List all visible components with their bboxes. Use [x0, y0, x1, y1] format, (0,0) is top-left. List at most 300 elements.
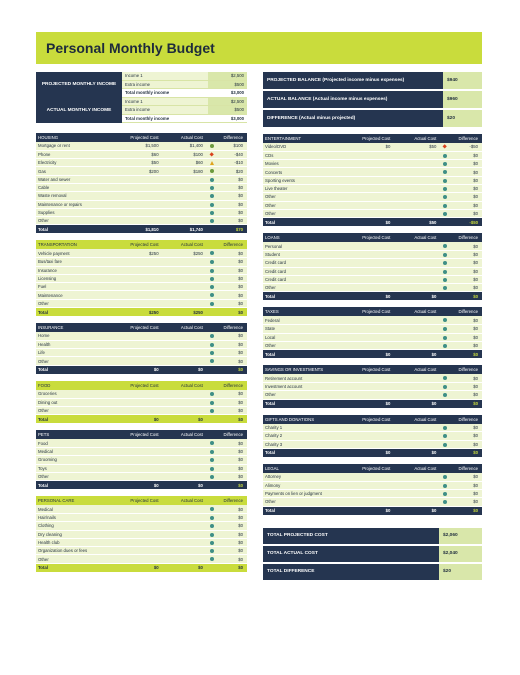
actual-cell[interactable] [163, 464, 207, 472]
projected-cell[interactable]: $0 [342, 143, 395, 151]
item-cell[interactable]: Investment account [263, 382, 342, 390]
projected-cell[interactable] [112, 291, 163, 299]
actual-income-block [36, 98, 247, 124]
table-header [36, 323, 247, 332]
difference-value: $0 [473, 334, 478, 340]
actual-cell[interactable]: $50 [394, 143, 440, 151]
total-difference: $0 [440, 350, 482, 359]
projected-cell[interactable] [112, 274, 163, 282]
projected-cell[interactable] [112, 349, 163, 357]
item-cell[interactable]: Maintenance or repairs [36, 200, 112, 208]
actual-cell[interactable] [163, 283, 207, 291]
actual-cell[interactable] [394, 374, 440, 382]
summary-label: TOTAL ACTUAL COST [263, 546, 439, 562]
total-label: Total [36, 365, 112, 374]
actual-header: Actual Cost [163, 496, 207, 505]
status-indicator-icon [210, 507, 214, 511]
projected-cell[interactable] [342, 440, 395, 448]
total-row [263, 350, 482, 359]
status-indicator-icon [443, 162, 447, 166]
projected-cell[interactable] [342, 481, 395, 489]
item-cell[interactable]: Other [263, 201, 342, 209]
total-actual: $0 [163, 563, 207, 572]
actual-cell[interactable] [163, 208, 207, 216]
actual-cell[interactable] [163, 530, 207, 538]
difference-cell [440, 424, 482, 432]
projected-cell[interactable] [342, 250, 395, 258]
actual-cell[interactable] [163, 505, 207, 513]
projected-cell[interactable] [112, 390, 163, 398]
section-title: SAVINGS OR INVESTMENTS [263, 365, 342, 374]
balance-label: PROJECTED BALANCE (Projected income minus expenses) [263, 72, 443, 89]
balance-value: $960 [443, 91, 482, 108]
item-cell[interactable]: Water and sewer [36, 175, 112, 183]
difference-cell [440, 143, 482, 151]
item-cell[interactable]: Gas [36, 167, 112, 175]
projected-cell[interactable] [112, 522, 163, 530]
item-cell[interactable]: Vehicle payment [36, 249, 112, 257]
projected-cell[interactable] [342, 267, 395, 275]
loans-table [263, 233, 482, 301]
total-projected: $0 [112, 415, 163, 424]
difference-cell [207, 192, 247, 200]
projected-cell[interactable] [112, 175, 163, 183]
actual-header: Actual Cost [163, 323, 207, 332]
item-cell[interactable]: Home [36, 332, 112, 340]
item-cell[interactable]: Video/DVD [263, 143, 342, 151]
actual-cell[interactable] [394, 440, 440, 448]
projected-cell[interactable] [342, 325, 395, 333]
actual-cell[interactable]: $180 [163, 167, 207, 175]
difference-value: $0 [238, 350, 243, 356]
item-cell[interactable]: Personal [263, 242, 342, 250]
projected-cell[interactable] [112, 266, 163, 274]
item-cell[interactable]: Credit card [263, 275, 342, 283]
difference-header: Difference [207, 496, 247, 505]
item-cell[interactable]: Attorney [263, 473, 342, 481]
projected-cell[interactable] [342, 490, 395, 498]
item-cell[interactable]: Electricity [36, 159, 112, 167]
projected-cell[interactable] [342, 424, 395, 432]
actual-cell[interactable] [163, 439, 207, 447]
projected-cell[interactable] [112, 340, 163, 348]
food-table [36, 381, 247, 424]
projected-cell[interactable] [342, 160, 395, 168]
actual-cell[interactable] [394, 498, 440, 506]
projected-cell[interactable] [112, 183, 163, 191]
item-cell[interactable]: Other [36, 299, 112, 307]
item-cell[interactable]: Insurance [36, 266, 112, 274]
table-row [36, 183, 247, 191]
projected-cell[interactable] [112, 472, 163, 480]
actual-cell[interactable] [394, 151, 440, 159]
actual-cell[interactable] [394, 242, 440, 250]
projected-cell[interactable] [342, 259, 395, 267]
item-cell[interactable]: Other [36, 472, 112, 480]
projected-cell[interactable] [112, 258, 163, 266]
projected-cell[interactable] [342, 316, 395, 324]
difference-value: $0 [473, 499, 478, 505]
item-cell[interactable]: Charity 1 [263, 424, 342, 432]
actual-cell[interactable] [163, 299, 207, 307]
projected-cell[interactable] [112, 283, 163, 291]
actual-cell[interactable] [163, 258, 207, 266]
actual-cell[interactable] [163, 274, 207, 282]
actual-cell[interactable] [394, 284, 440, 292]
income-name[interactable]: Income 1 [122, 98, 208, 107]
projected-cell[interactable] [112, 530, 163, 538]
section-title: PERSONAL CARE [36, 496, 112, 505]
projected-cell[interactable]: $60 [112, 150, 163, 158]
item-cell[interactable]: Other [263, 209, 342, 217]
actual-cell[interactable] [394, 391, 440, 399]
projected-cell[interactable] [342, 498, 395, 506]
actual-cell[interactable] [394, 341, 440, 349]
actual-cell[interactable] [163, 390, 207, 398]
actual-cell[interactable] [163, 332, 207, 340]
projected-cell[interactable]: $1,500 [112, 142, 163, 150]
actual-cell[interactable] [163, 538, 207, 546]
table-row [263, 333, 482, 341]
projected-cell[interactable]: $50 [112, 159, 163, 167]
actual-cell[interactable] [163, 456, 207, 464]
total-actual: $0 [163, 481, 207, 490]
item-cell[interactable]: Other [263, 341, 342, 349]
difference-cell [207, 547, 247, 555]
item-cell[interactable]: Credit card [263, 267, 342, 275]
projected-cell[interactable] [112, 398, 163, 406]
projected-cell[interactable] [112, 464, 163, 472]
projected-cell[interactable] [342, 168, 395, 176]
actual-cell[interactable] [394, 201, 440, 209]
actual-cell[interactable]: $60 [163, 159, 207, 167]
item-cell[interactable]: Other [36, 217, 112, 225]
item-cell[interactable]: Clothing [36, 522, 112, 530]
projected-cell[interactable] [342, 242, 395, 250]
status-indicator-icon [210, 269, 214, 273]
item-cell[interactable]: Bus/taxi fare [36, 258, 112, 266]
actual-cell[interactable] [163, 406, 207, 414]
item-cell[interactable]: Food [36, 439, 112, 447]
projected-cell[interactable] [112, 406, 163, 414]
actual-cell[interactable] [394, 333, 440, 341]
actual-cell[interactable] [394, 382, 440, 390]
actual-cell[interactable] [163, 357, 207, 365]
difference-value: $100 [233, 143, 243, 149]
difference-cell [440, 168, 482, 176]
item-cell[interactable]: Health club [36, 538, 112, 546]
projected-cell[interactable] [342, 341, 395, 349]
actual-cell[interactable] [394, 168, 440, 176]
difference-value: $0 [238, 457, 243, 463]
actual-cell[interactable]: $100 [163, 150, 207, 158]
table-header [36, 133, 247, 142]
item-cell[interactable]: Local [263, 333, 342, 341]
item-cell[interactable]: Supplies [36, 208, 112, 216]
status-indicator-icon [443, 145, 448, 150]
projected-cell[interactable] [342, 284, 395, 292]
table-row [263, 432, 482, 440]
projected-cell[interactable] [112, 357, 163, 365]
item-cell[interactable]: Student [263, 250, 342, 258]
total-label: Total [36, 481, 112, 490]
table-row [36, 249, 247, 257]
actual-cell[interactable] [163, 266, 207, 274]
item-cell[interactable]: Medical [36, 447, 112, 455]
table-row [263, 473, 482, 481]
status-indicator-icon [210, 409, 214, 413]
projected-cell[interactable] [112, 208, 163, 216]
item-cell[interactable]: Alimony [263, 481, 342, 489]
table-row [36, 258, 247, 266]
projected-cell[interactable] [342, 382, 395, 390]
actual-cell[interactable]: $1,400 [163, 142, 207, 150]
item-cell[interactable]: Dry cleaning [36, 530, 112, 538]
item-cell[interactable]: Concerts [263, 168, 342, 176]
projected-cell[interactable] [342, 374, 395, 382]
item-cell[interactable]: Payments on lien or judgment [263, 490, 342, 498]
projected-cell[interactable] [112, 555, 163, 563]
item-cell[interactable]: Health [36, 340, 112, 348]
item-cell[interactable]: Hair/nails [36, 513, 112, 521]
projected-cell[interactable] [112, 192, 163, 200]
item-cell[interactable]: Retirement account [263, 374, 342, 382]
table-row [36, 142, 247, 150]
item-cell[interactable]: Medical [36, 505, 112, 513]
difference-cell [440, 242, 482, 250]
actual-cell[interactable] [163, 555, 207, 563]
actual-cell[interactable] [394, 193, 440, 201]
item-cell[interactable]: Live theater [263, 184, 342, 192]
item-cell[interactable]: Other [36, 555, 112, 563]
item-cell[interactable]: Mortgage or rent [36, 142, 112, 150]
actual-cell[interactable] [394, 275, 440, 283]
actual-cell[interactable] [163, 398, 207, 406]
item-cell[interactable]: Other [263, 193, 342, 201]
difference-cell [440, 316, 482, 324]
actual-cell[interactable] [394, 325, 440, 333]
difference-value: $0 [238, 358, 243, 364]
item-cell[interactable]: Movies [263, 160, 342, 168]
total-actual: $0 [394, 292, 440, 301]
item-cell[interactable]: Life [36, 349, 112, 357]
difference-value: $0 [238, 473, 243, 479]
projected-cell[interactable] [342, 333, 395, 341]
difference-cell [207, 357, 247, 365]
item-cell[interactable]: Waste removal [36, 192, 112, 200]
item-cell[interactable]: Charity 2 [263, 432, 342, 440]
item-cell[interactable]: Dining out [36, 398, 112, 406]
actual-cell[interactable] [163, 200, 207, 208]
difference-value: $0 [473, 474, 478, 480]
income-value[interactable]: $2,500 [208, 98, 247, 107]
summary-value: $20 [439, 564, 482, 580]
status-indicator-icon [443, 278, 447, 282]
status-indicator-icon [210, 557, 214, 561]
table-row [263, 498, 482, 506]
actual-cell[interactable] [163, 447, 207, 455]
total-projected: $0 [342, 292, 395, 301]
actual-cell[interactable] [163, 340, 207, 348]
actual-cell[interactable] [394, 473, 440, 481]
projected-cell[interactable] [342, 391, 395, 399]
actual-cell[interactable] [163, 217, 207, 225]
status-indicator-icon [210, 277, 214, 281]
difference-cell [440, 382, 482, 390]
item-cell[interactable]: Credit card [263, 259, 342, 267]
difference-cell [207, 530, 247, 538]
projected-cell[interactable] [112, 547, 163, 555]
total-actual: $0 [394, 399, 440, 408]
income-name[interactable]: Extra income [122, 81, 208, 90]
item-cell[interactable]: Other [36, 406, 112, 414]
status-indicator-icon [210, 293, 214, 297]
projected-cell[interactable] [342, 151, 395, 159]
projected-cell[interactable] [112, 538, 163, 546]
table-row [263, 325, 482, 333]
table-row [263, 275, 482, 283]
difference-cell [207, 522, 247, 530]
total-label: Total [36, 308, 112, 317]
item-cell[interactable]: Other [263, 284, 342, 292]
table-row [263, 176, 482, 184]
actual-cell[interactable] [163, 349, 207, 357]
actual-cell[interactable] [394, 160, 440, 168]
item-cell[interactable]: Maintenance [36, 291, 112, 299]
table-header [263, 307, 482, 316]
status-indicator-icon [210, 285, 214, 289]
difference-value: $0 [238, 218, 243, 224]
item-cell[interactable]: Cable [36, 183, 112, 191]
income-value[interactable]: $500 [208, 81, 247, 90]
item-cell[interactable]: Licensing [36, 274, 112, 282]
actual-cell[interactable] [394, 176, 440, 184]
item-cell[interactable]: Charity 3 [263, 440, 342, 448]
item-cell[interactable]: Sporting events [263, 176, 342, 184]
actual-cell[interactable] [394, 209, 440, 217]
actual-cell[interactable] [394, 432, 440, 440]
projected-cell[interactable] [342, 184, 395, 192]
actual-cell[interactable] [163, 183, 207, 191]
actual-cell[interactable] [394, 481, 440, 489]
item-cell[interactable]: CDs [263, 151, 342, 159]
actual-cell[interactable] [163, 522, 207, 530]
status-indicator-icon [210, 219, 214, 223]
projected-cell[interactable] [112, 513, 163, 521]
item-cell[interactable]: Federal [263, 316, 342, 324]
item-cell[interactable]: Groceries [36, 390, 112, 398]
table-row [36, 349, 247, 357]
projected-cell[interactable] [342, 473, 395, 481]
difference-value: $0 [473, 392, 478, 398]
item-cell[interactable]: State [263, 325, 342, 333]
actual-cell[interactable] [163, 175, 207, 183]
actual-cell[interactable] [163, 547, 207, 555]
difference-value: $0 [473, 177, 478, 183]
legal-table [263, 464, 482, 516]
projected-cell[interactable] [112, 200, 163, 208]
item-cell[interactable]: Other [263, 498, 342, 506]
total-projected: $0 [342, 448, 395, 457]
income-value[interactable]: $2,500 [208, 72, 247, 81]
item-cell[interactable]: Organization dues or fees [36, 547, 112, 555]
actual-cell[interactable] [394, 259, 440, 267]
item-cell[interactable]: Toys [36, 464, 112, 472]
total-row [36, 481, 247, 490]
item-cell[interactable]: Other [36, 357, 112, 365]
projected-cell[interactable] [112, 505, 163, 513]
status-indicator-icon [443, 344, 447, 348]
difference-cell [440, 259, 482, 267]
actual-cell[interactable] [163, 513, 207, 521]
projected-cell[interactable] [342, 201, 395, 209]
item-cell[interactable]: Grooming [36, 456, 112, 464]
difference-value: $0 [238, 539, 243, 545]
actual-cell[interactable] [163, 192, 207, 200]
actual-cell[interactable] [394, 250, 440, 258]
projected-cell[interactable]: $250 [112, 249, 163, 257]
item-cell[interactable]: Other [263, 391, 342, 399]
projected-cell[interactable] [112, 217, 163, 225]
status-indicator-icon [210, 260, 214, 264]
projected-cell[interactable] [112, 299, 163, 307]
total-difference: $0 [440, 506, 482, 515]
item-cell[interactable]: Fuel [36, 283, 112, 291]
projected-cell[interactable] [342, 176, 395, 184]
table-row [36, 208, 247, 216]
actual-cell[interactable]: $250 [163, 249, 207, 257]
projected-cell[interactable] [112, 447, 163, 455]
income-name[interactable]: Extra income [122, 106, 208, 115]
taxes-table [263, 307, 482, 359]
actual-cell[interactable] [394, 316, 440, 324]
difference-cell [440, 490, 482, 498]
projected-cell[interactable] [112, 456, 163, 464]
projected-cell[interactable] [342, 193, 395, 201]
actual-cell[interactable] [394, 267, 440, 275]
projected-header: Projected Cost [342, 307, 395, 316]
table-row [36, 357, 247, 365]
actual-header: Actual Cost [163, 381, 207, 390]
projected-cell[interactable] [112, 332, 163, 340]
total-label: Total [263, 350, 342, 359]
projected-cell[interactable] [342, 209, 395, 217]
income-value[interactable]: $500 [208, 106, 247, 115]
income-name[interactable]: Income 1 [122, 72, 208, 81]
actual-cell[interactable] [163, 472, 207, 480]
item-cell[interactable]: Phone [36, 150, 112, 158]
difference-cell [207, 472, 247, 480]
projected-cell[interactable]: $200 [112, 167, 163, 175]
actual-cell[interactable] [394, 490, 440, 498]
status-indicator-icon [210, 211, 214, 215]
actual-cell[interactable] [394, 184, 440, 192]
section-title: FOOD [36, 381, 112, 390]
projected-cell[interactable] [342, 275, 395, 283]
table-header [263, 134, 482, 143]
actual-cell[interactable] [394, 424, 440, 432]
projected-header: Projected Cost [342, 415, 395, 424]
actual-header: Actual Cost [163, 133, 207, 142]
projected-header: Projected Cost [112, 323, 163, 332]
status-indicator-icon [210, 450, 214, 454]
actual-cell[interactable] [163, 291, 207, 299]
difference-header: Difference [207, 240, 247, 249]
summary-row [263, 546, 482, 562]
actual-header: Actual Cost [394, 307, 440, 316]
projected-cell[interactable] [112, 439, 163, 447]
projected-cell[interactable] [342, 432, 395, 440]
